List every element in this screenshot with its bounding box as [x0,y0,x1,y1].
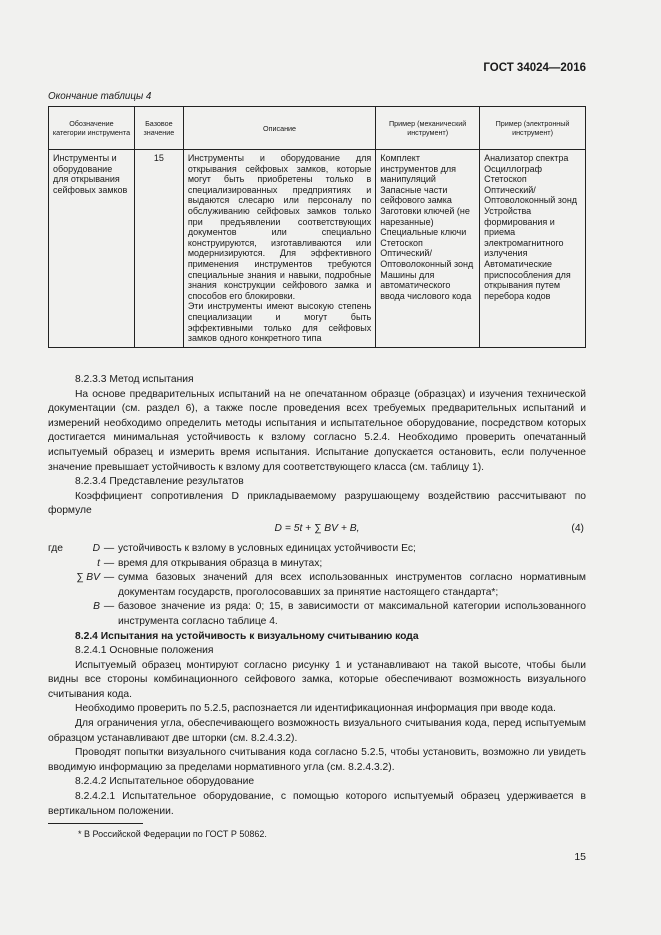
definition-symbol [48,542,100,557]
definition-symbol [48,571,100,600]
list-item: Устройства формирования и приема электромагнитного излучения [484,205,564,259]
paragraph: Коэффициент сопротивления D прикладываемому разрушающему воздействию рассчитывают по формуле [48,490,586,517]
definition-text: сумма базовых значений для всех использованных инструментов согласно нормативным документам государств, проголосовавших за принятие настоящего стандарта*; [118,572,586,598]
list-item: Стетоскоп [380,237,423,248]
definition-row: где D — устойчивость к взлому в условных единицах устойчивости Ес; [48,542,586,557]
header-base-value: Базовое значение [134,107,183,150]
definition-symbol [48,600,100,629]
paragraph: Необходимо проверить по 5.2.5, распознается ли идентификационная информация при вводе кода. [75,703,556,715]
section-title: 8.2.4.1 Основные положения [75,645,214,657]
section-title: 8.2.3.4 Представление результатов [75,476,244,488]
formula-number: (4) [571,522,584,534]
standard-header: ГОСТ 34024—2016 [483,62,586,74]
cell-mechanical [376,150,480,348]
footnote-divider [48,823,143,824]
list-item: Специальные ключи [380,227,467,238]
list-item: Оптический/ Оптоволоконный зонд [484,184,578,206]
section-title: 8.2.4 Испытания на устойчивость к визуальному считыванию кода [75,630,419,642]
cell-description [183,150,375,348]
symbol: t [97,557,100,569]
symbol: B [93,601,100,613]
header-electronic: Пример (электронный инструмент) [480,107,586,150]
header-mechanical: Пример (механический инструмент) [376,107,480,150]
description-text-2: Эти инструменты имеют высокую степень специализации и могут быть эффективными только для сейфовых замков одного конкретного типа [187,301,372,344]
paragraph: Испытуемый образец монтируют согласно рисунку 1 и устанавливают на такой высоте, чтобы были видны все стороны комбинационного сейфового замка, которые обеспечивают возможность визуального считывания кода. [48,659,586,700]
list-item: Автоматические приспособления для открывания путем перебора кодов [484,258,571,301]
paragraph: На основе предварительных испытаний на не опечатанном образце (образцах) и изучения технической документации (см. раздел 6), а также после проведения всех требуемых предварительных испытаний и измерений необходимо определить методы испытания и испытательное оборудование, посредством которых достигается минимальная устойчивость к взлому согласно 5.2.4. Необходимо проверить опечатанный испытуемый образец и измерить время испытания. Испытание допускается остановить, если полученное значение превышает устойчивость к взлому для соответствующего класса (см. таблицу 1). [48,388,586,473]
list-item: Машины для автоматического ввода числового кода [380,269,472,301]
where-word: где [48,542,64,554]
footnote: * В Российской Федерации по ГОСТ Р 50862. [78,829,267,839]
table-row [49,150,586,348]
tools-table [48,106,586,348]
list-item: Заготовки ключей (не нарезанные) [380,205,470,227]
description-text: Инструменты и оборудование для открывания сейфовых замков, которые могут быть приобретены только в специализированных предприятиях и выдаются слесарю или персоналу по обслуживанию сейфовых замков только при предъявлении соответствующих документов или специально конструируются, изготавливаются или модернизируются. Для эффективного применения инструментов требуются специальные знания и навыки, подробные знания конструкции сейфового замка и способов его блокировки. [187,153,372,301]
section-title: 8.2.4.2 Испытательное оборудование [75,776,255,788]
cell-category: Инструменты и оборудование для открывания сейфовых замков [49,150,135,348]
cell-electronic [480,150,586,348]
definition-text: устойчивость к взлому в условных единицах устойчивости Ес; [118,542,416,554]
paragraph: Проводят попытки визуального считывания кода согласно 5.2.5, чтобы установить, возможно ли увидеть вводимую информацию за пределами нормативного угла (см. 8.2.4.3.2). [48,747,586,773]
list-item: Осциллограф [484,163,543,174]
paragraph: Для ограничения угла, обеспечивающего возможность визуального считывания кода, перед испытуемым образцом устанавливают две шторки (см. 8.2.4.3.2). [48,718,586,744]
definition-symbol [48,557,100,572]
formula-expression: D = 5t + ∑ BV + B, [274,522,360,534]
header-description: Описание [183,107,375,150]
definition-row: t — время для открывания образца в минутах; [48,557,586,572]
list-item: Комплект инструментов для манипуляций [380,153,457,185]
definition-text: базовое значение из ряда: 0; 15, в зависимости от максимальной категории использованного инструмента согласно таблице 4. [118,601,586,627]
cell-base-value: 15 [134,150,183,348]
page-number: 15 [574,851,586,863]
list-item: Запасные части сейфового замка [380,184,452,206]
body-text [48,373,586,819]
section-title: 8.2.3.3 Метод испытания [75,374,194,385]
list-item: Оптический/ Оптоволоконный зонд [380,248,474,269]
table-header-row [49,107,586,150]
symbol: ∑ BV [76,572,100,584]
paragraph: 8.2.4.2.1 Испытательное оборудование, с помощью которого испытуемый образец удерживается в вертикальном положении. [48,791,586,817]
list-item: Стетоскоп [484,174,527,185]
table-caption: Окончание таблицы 4 [48,91,152,102]
definition-row: ∑ BV — сумма базовых значений для всех использованных инструментов согласно нормативным документам государств, проголосовавших за принятие настоящего стандарта*; [48,571,586,600]
header-category: Обозначение категории инструмента [49,107,135,150]
formula [48,522,586,538]
symbol: D [92,542,100,554]
definition-row: B — базовое значение из ряда: 0; 15, в зависимости от максимальной категории использованного инструмента согласно таблице 4. [48,600,586,629]
definition-text: время для открывания образца в минутах; [118,557,323,569]
list-item: Анализатор спектра [484,153,569,163]
